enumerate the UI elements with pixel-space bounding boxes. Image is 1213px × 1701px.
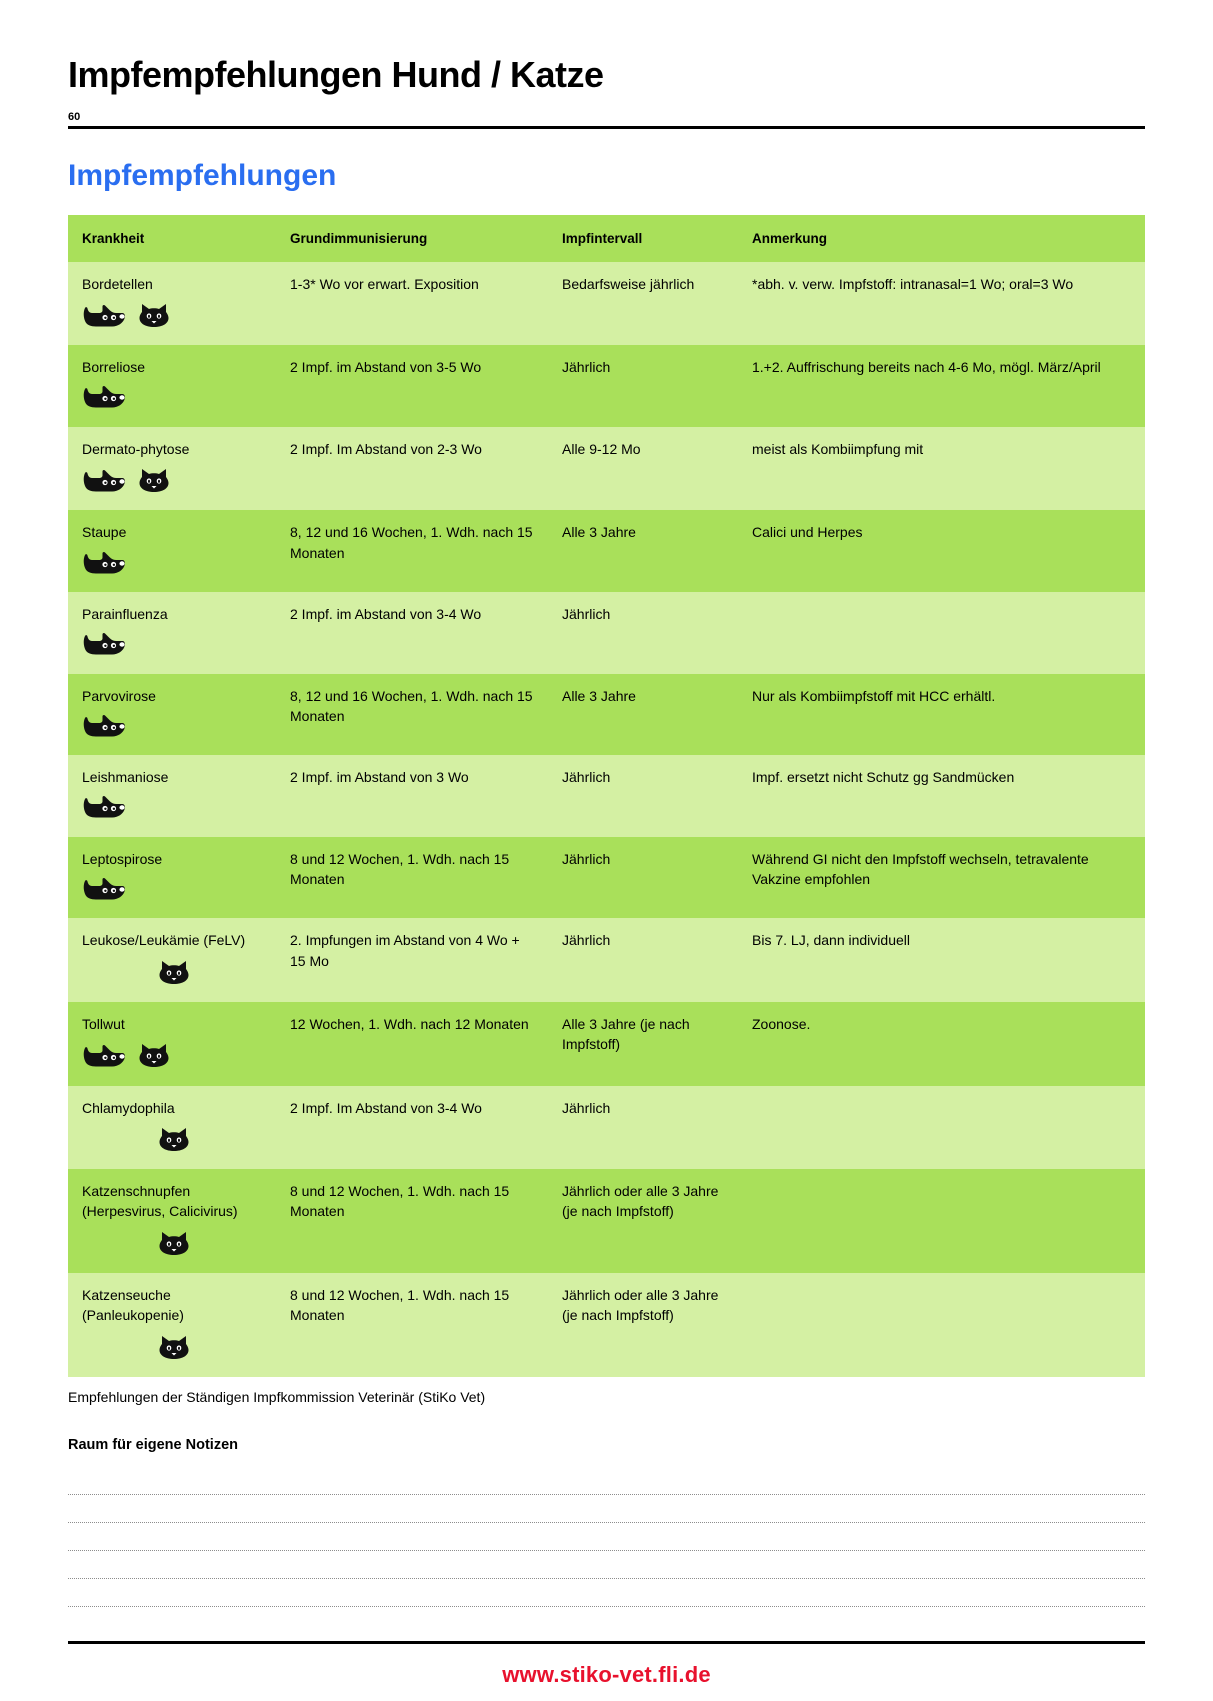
table-caption: Empfehlungen der Ständigen Impfkommission Veterinär (StiKo Vet) (68, 1388, 486, 1405)
cell-anmerkung: 1.+2. Auffrischung bereits nach 4-6 Mo, mögl. März/April (738, 345, 1145, 427)
disease-name: Katzenschnupfen (Herpesvirus, Calicivirus) (82, 1183, 238, 1220)
notes-lines (68, 1467, 1145, 1607)
animal-icons (82, 959, 266, 990)
cell-grundimmunisierung: 2 Impf. Im Abstand von 2-3 Wo (276, 427, 548, 511)
cell-krankheit (68, 427, 276, 511)
table-row (68, 1169, 1145, 1273)
dog-icon (82, 714, 126, 743)
animal-icons (82, 1042, 266, 1073)
dog-icon (82, 304, 126, 333)
cell-krankheit (68, 262, 276, 346)
table-body (68, 262, 1145, 1377)
cell-krankheit (68, 755, 276, 837)
column-header-impfintervall: Impfintervall (548, 215, 738, 262)
column-header-grundimmunisierung: Grundimmunisierung (276, 215, 548, 262)
cell-grundimmunisierung: 1-3* Wo vor erwart. Exposition (276, 262, 548, 346)
note-line[interactable] (68, 1467, 1145, 1495)
disease-name: Tollwut (82, 1015, 125, 1032)
animal-icons (82, 877, 266, 906)
disease-name: Borreliose (82, 359, 146, 376)
cell-impfintervall: Jährlich (548, 592, 738, 674)
cell-impfintervall: Jährlich (548, 345, 738, 427)
cell-impfintervall: Jährlich (548, 918, 738, 1002)
cell-anmerkung (738, 592, 1145, 674)
cell-impfintervall: Jährlich oder alle 3 Jahre (je nach Impfstoff) (548, 1273, 738, 1377)
disease-name: Katzenseuche (Panleukopenie) (82, 1287, 184, 1324)
cell-impfintervall: Jährlich oder alle 3 Jahre (je nach Impfstoff) (548, 1169, 738, 1273)
animal-icons (82, 795, 266, 824)
animal-icons (82, 551, 266, 580)
section-title: Impfempfehlungen (68, 158, 337, 192)
cell-krankheit (68, 674, 276, 756)
cell-anmerkung: Während GI nicht den Impfstoff wechseln, tetravalente Vakzine empfohlen (738, 837, 1145, 919)
cell-grundimmunisierung: 2. Impfungen im Abstand von 4 Wo + 15 Mo (276, 918, 548, 1002)
cell-anmerkung: Zoonose. (738, 1002, 1145, 1086)
cell-grundimmunisierung: 8 und 12 Wochen, 1. Wdh. nach 15 Monaten (276, 1273, 548, 1377)
cell-krankheit (68, 1169, 276, 1273)
table-row (68, 1002, 1145, 1086)
table-row (68, 1273, 1145, 1377)
dog-icon (82, 551, 126, 580)
cell-impfintervall: Alle 3 Jahre (je nach Impfstoff) (548, 1002, 738, 1086)
cell-anmerkung: meist als Kombiimpfung mit (738, 427, 1145, 511)
note-line[interactable] (68, 1523, 1145, 1551)
disease-name: Staupe (82, 524, 127, 541)
cat-icon (138, 1042, 170, 1073)
disease-name: Bordetellen (82, 275, 153, 292)
cell-grundimmunisierung: 2 Impf. im Abstand von 3 Wo (276, 755, 548, 837)
dog-icon (82, 795, 126, 824)
cell-krankheit (68, 1086, 276, 1170)
table-row (68, 345, 1145, 427)
footer-url[interactable]: www.stiko-vet.fli.de (502, 1661, 711, 1687)
dog-icon (82, 877, 126, 906)
disease-name: Dermato-phytose (82, 440, 190, 457)
cell-impfintervall: Alle 3 Jahre (548, 510, 738, 592)
cell-impfintervall: Jährlich (548, 837, 738, 919)
cell-grundimmunisierung: 8, 12 und 16 Wochen, 1. Wdh. nach 15 Monaten (276, 510, 548, 592)
table-row (68, 262, 1145, 346)
column-header-krankheit: Krankheit (68, 215, 276, 262)
cell-anmerkung (738, 1086, 1145, 1170)
vaccination-table (68, 215, 1145, 1377)
cell-krankheit (68, 918, 276, 1002)
disease-name: Parainfluenza (82, 605, 168, 622)
cell-grundimmunisierung: 8, 12 und 16 Wochen, 1. Wdh. nach 15 Monaten (276, 674, 548, 756)
cell-anmerkung (738, 1273, 1145, 1377)
notes-title: Raum für eigene Notizen (68, 1436, 238, 1453)
header-divider (68, 126, 1145, 129)
dog-icon (82, 1044, 126, 1073)
table-row (68, 1086, 1145, 1170)
cell-krankheit (68, 592, 276, 674)
cat-icon (138, 302, 170, 333)
cell-anmerkung: Bis 7. LJ, dann individuell (738, 918, 1145, 1002)
note-line[interactable] (68, 1495, 1145, 1523)
page-number: 60 (68, 110, 81, 123)
cat-icon (158, 1230, 190, 1261)
cat-icon (158, 1334, 190, 1365)
cell-grundimmunisierung: 2 Impf. im Abstand von 3-5 Wo (276, 345, 548, 427)
note-line[interactable] (68, 1579, 1145, 1607)
animal-icons (82, 1126, 266, 1157)
cell-grundimmunisierung: 12 Wochen, 1. Wdh. nach 12 Monaten (276, 1002, 548, 1086)
animal-icons (82, 467, 266, 498)
cat-icon (138, 467, 170, 498)
footer-divider (68, 1641, 1145, 1644)
table-row (68, 918, 1145, 1002)
table-row (68, 837, 1145, 919)
table-row (68, 674, 1145, 756)
table-row (68, 427, 1145, 511)
animal-icons (82, 1334, 266, 1365)
dog-icon (82, 632, 126, 661)
animal-icons (82, 302, 266, 333)
cell-impfintervall: Jährlich (548, 1086, 738, 1170)
cell-krankheit (68, 837, 276, 919)
column-header-anmerkung: Anmerkung (738, 215, 1145, 262)
cat-icon (158, 1126, 190, 1157)
disease-name: Chlamydophila (82, 1099, 175, 1116)
disease-name: Leishmaniose (82, 769, 169, 786)
cell-impfintervall: Alle 9-12 Mo (548, 427, 738, 511)
animal-icons (82, 632, 266, 661)
cell-anmerkung (738, 1169, 1145, 1273)
cell-anmerkung: Impf. ersetzt nicht Schutz gg Sandmücken (738, 755, 1145, 837)
cell-anmerkung: *abh. v. verw. Impfstoff: intranasal=1 Wo; oral=3 Wo (738, 262, 1145, 346)
cell-krankheit (68, 1002, 276, 1086)
cell-krankheit (68, 510, 276, 592)
disease-name: Leukose/Leukämie (FeLV) (82, 932, 246, 949)
dog-icon (82, 469, 126, 498)
cell-anmerkung: Nur als Kombiimpfstoff mit HCC erhältl. (738, 674, 1145, 756)
disease-name: Leptospirose (82, 850, 163, 867)
table-row (68, 755, 1145, 837)
cell-impfintervall: Alle 3 Jahre (548, 674, 738, 756)
cell-impfintervall: Jährlich (548, 755, 738, 837)
table-row (68, 592, 1145, 674)
dog-icon (82, 385, 126, 414)
cat-icon (158, 959, 190, 990)
cell-grundimmunisierung: 8 und 12 Wochen, 1. Wdh. nach 15 Monaten (276, 1169, 548, 1273)
cell-grundimmunisierung: 2 Impf. im Abstand von 3-4 Wo (276, 592, 548, 674)
cell-grundimmunisierung: 2 Impf. Im Abstand von 3-4 Wo (276, 1086, 548, 1170)
animal-icons (82, 714, 266, 743)
note-line[interactable] (68, 1551, 1145, 1579)
animal-icons (82, 1230, 266, 1261)
table-row (68, 510, 1145, 592)
cell-impfintervall: Bedarfsweise jährlich (548, 262, 738, 346)
cell-krankheit (68, 1273, 276, 1377)
animal-icons (82, 385, 266, 414)
cell-krankheit (68, 345, 276, 427)
cell-anmerkung: Calici und Herpes (738, 510, 1145, 592)
table-header-row (68, 215, 1145, 262)
disease-name: Parvovirose (82, 687, 156, 704)
cell-grundimmunisierung: 8 und 12 Wochen, 1. Wdh. nach 15 Monaten (276, 837, 548, 919)
page-title: Impfempfehlungen Hund / Katze (68, 54, 604, 95)
